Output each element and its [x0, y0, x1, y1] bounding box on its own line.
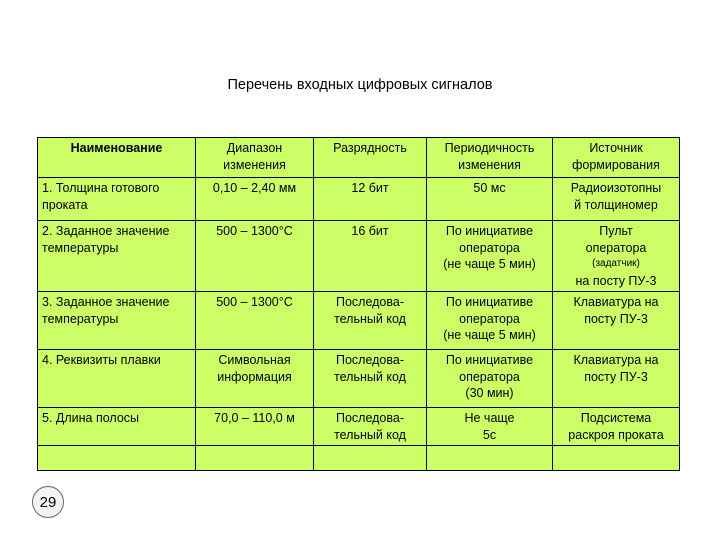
cell-text-line: температуры [42, 311, 119, 326]
name-cell [38, 408, 196, 446]
cell-text-line: оператора [459, 240, 520, 255]
page-number: 29 [39, 493, 57, 511]
range-cell [196, 408, 314, 446]
source-cell [553, 221, 680, 292]
name-cell [38, 350, 196, 408]
cell-text-line: Разрядность [333, 141, 407, 155]
period-cell [427, 350, 553, 408]
cell-text-line: 4. Реквизиты плавки [42, 353, 161, 367]
cell-text-line: (30 мин) [465, 386, 514, 400]
cell-text-line: Периодичность [444, 141, 535, 155]
cell-text-line: тельный код [334, 369, 406, 384]
cell-text-line: оператора [459, 369, 520, 384]
signals-table [37, 137, 680, 471]
cell-text-line: Последова- [335, 411, 405, 425]
cell-text-line: (задатчик) [592, 258, 640, 269]
range-cell [196, 292, 314, 350]
cell-text-line: (не чаще 5 мин) [443, 328, 536, 342]
cell-text-line: Последова- [335, 295, 405, 309]
period-cell [427, 408, 553, 446]
name-cell [38, 178, 196, 221]
empty-row [38, 446, 680, 471]
empty-cell [314, 446, 427, 471]
name-cell [38, 292, 196, 350]
source-cell [553, 178, 680, 221]
cell-text-line: Наименование [70, 141, 163, 155]
source-cell [553, 350, 680, 408]
header-cell [427, 138, 553, 178]
header-row [38, 138, 680, 178]
header-cell [196, 138, 314, 178]
cell-text-line: Символьная [218, 353, 291, 367]
name-cell [38, 221, 196, 292]
cell-text-line: 70,0 – 110,0 м [214, 411, 295, 425]
source-cell [553, 408, 680, 446]
page-title: Перечень входных цифровых сигналов [227, 77, 493, 93]
header-cell [314, 138, 427, 178]
cell-text-line: информация [217, 369, 292, 384]
cell-text-line: оператора [459, 311, 520, 326]
cell-text-line: тельный код [334, 311, 406, 326]
cell-text-line: Источник [589, 141, 643, 155]
cell-text-line: По инициативе [445, 224, 534, 238]
cell-text-line: Последова- [335, 353, 405, 367]
table-row [38, 350, 680, 408]
cell-text-line: раскроя проката [568, 427, 664, 442]
cell-text-line: Клавиатура на [573, 353, 659, 367]
cell-text-line: 1. Толщина готового [42, 181, 160, 195]
cell-text-line: 500 – 1300°С [216, 295, 293, 309]
cell-text-line: 3. Заданное значение [42, 295, 170, 309]
table-row [38, 221, 680, 292]
table-row [38, 292, 680, 350]
cell-text-line: изменения [223, 157, 286, 172]
cell-text-line: 2. Заданное значение [42, 224, 170, 238]
range-cell [196, 221, 314, 292]
empty-cell [553, 446, 680, 471]
table-row [38, 178, 680, 221]
cell-text-line: Пульт [599, 224, 633, 238]
empty-cell [38, 446, 196, 471]
page-number-badge [32, 486, 64, 518]
cell-text-line: 5с [482, 427, 497, 442]
table-row [38, 408, 680, 446]
bits-cell [314, 292, 427, 350]
bits-cell [314, 408, 427, 446]
source-cell [553, 292, 680, 350]
cell-text-line: 0,10 – 2,40 мм [212, 181, 297, 195]
header-cell [38, 138, 196, 178]
cell-text-line: посту ПУ-3 [584, 311, 648, 326]
cell-text-line: 500 – 1300°С [216, 224, 293, 238]
cell-text-line: на посту ПУ-3 [575, 273, 657, 288]
cell-text-line: (не чаще 5 мин) [443, 257, 536, 271]
header-cell [553, 138, 680, 178]
cell-text-line: проката [42, 197, 88, 212]
period-cell [427, 221, 553, 292]
cell-text-line: й толщиномер [574, 197, 658, 212]
cell-text-line: По инициативе [445, 353, 534, 367]
cell-text-line: 12 бит [351, 181, 389, 195]
cell-text-line: 50 мс [473, 181, 506, 195]
bits-cell [314, 350, 427, 408]
cell-text-line: Клавиатура на [573, 295, 659, 309]
cell-text-line: Диапазон [226, 141, 283, 155]
cell-text-line: Радиоизотопны [570, 181, 662, 195]
cell-text-line: Подсистема [580, 411, 652, 425]
cell-text-line: формирования [572, 157, 660, 172]
cell-text-line: изменения [458, 157, 521, 172]
bits-cell [314, 178, 427, 221]
period-cell [427, 292, 553, 350]
range-cell [196, 350, 314, 408]
empty-cell [196, 446, 314, 471]
cell-text-line: оператора [585, 240, 647, 255]
cell-text-line: Не чаще [464, 411, 515, 425]
empty-cell [427, 446, 553, 471]
cell-text-line: 16 бит [351, 224, 389, 238]
cell-text-line: посту ПУ-3 [584, 369, 648, 384]
cell-text-line: тельный код [334, 427, 406, 442]
period-cell [427, 178, 553, 221]
bits-cell [314, 221, 427, 292]
cell-text-line: температуры [42, 240, 119, 255]
range-cell [196, 178, 314, 221]
cell-text-line: По инициативе [445, 295, 534, 309]
cell-text-line: 5. Длина полосы [42, 411, 140, 425]
